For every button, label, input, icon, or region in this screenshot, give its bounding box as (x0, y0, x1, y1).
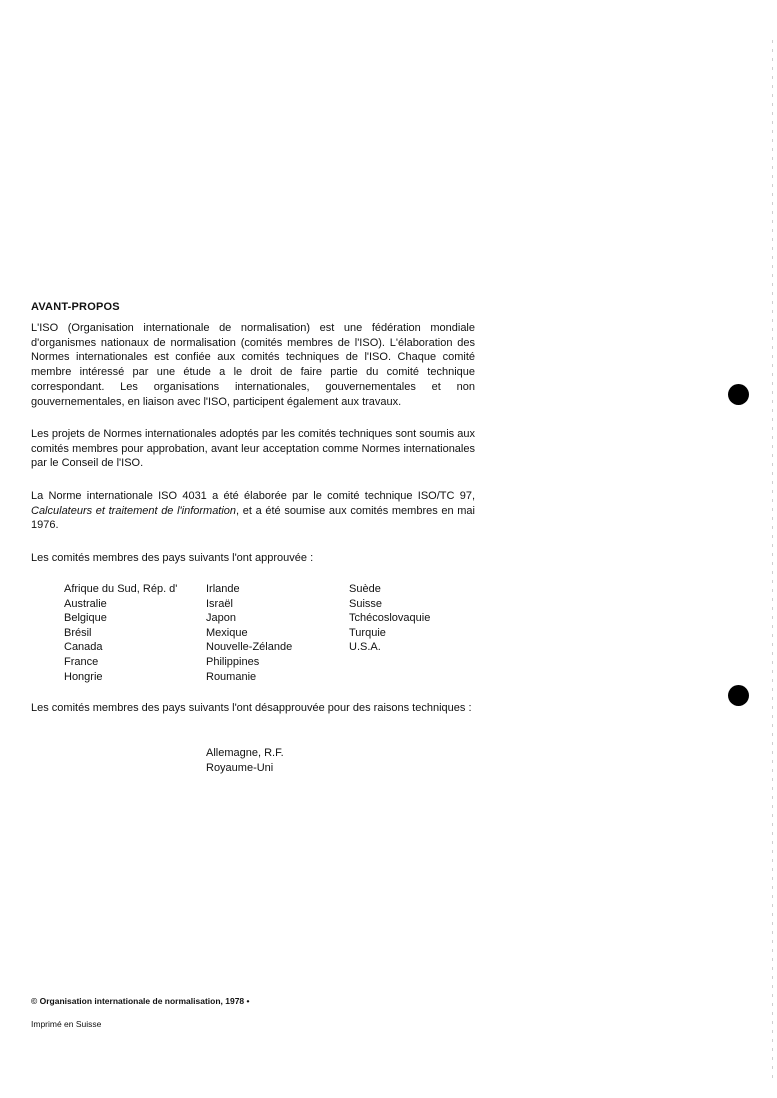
paragraph-approved-intro: Les comités membres des pays suivants l'ont approuvée : (31, 552, 314, 564)
paragraph-standard-origin (31, 489, 475, 533)
binder-hole-mark (728, 685, 749, 706)
section-heading: AVANT-PROPOS (31, 301, 120, 313)
country-item: Belgique (64, 612, 107, 625)
country-item: Tchécoslovaquie (349, 612, 431, 625)
copyright-notice: © Organisation internationale de normalisation, 1978 • (31, 996, 250, 1006)
country-item: Mexique (206, 626, 248, 639)
approved-countries-column-2 (206, 582, 292, 684)
country-item: France (64, 655, 99, 668)
country-item: Suède (349, 583, 381, 595)
country-item: Suisse (349, 597, 383, 610)
country-item: Afrique du Sud, Rép. d' (64, 583, 178, 595)
country-item: U.S.A. (349, 641, 381, 654)
scan-edge-line (772, 40, 773, 1080)
country-item: Australie (64, 597, 107, 610)
country-item: Allemagne, R.F. (206, 747, 284, 759)
paragraph-disapproved-intro: Les comités membres des pays suivants l'ont désapprouvée pour des raisons techniques : (31, 702, 472, 714)
approved-countries-column-3 (349, 582, 430, 655)
country-item: Nouvelle-Zélande (206, 641, 293, 654)
paragraph-standard-origin-start: La Norme internationale ISO 4031 a été élaborée par le comité technique ISO/TC 97, (31, 490, 475, 502)
country-item: Hongrie (64, 670, 103, 683)
country-item: Philippines (206, 655, 260, 668)
country-item: Japon (206, 612, 236, 625)
country-item: Brésil (64, 626, 92, 639)
committee-title: Calculateurs et traitement de l'information (31, 504, 237, 517)
paragraph-iso-description: L'ISO (Organisation internationale de normalisation) est une fédération mondiale d'organismes nationaux de normalisation (comités membres de l'ISO). L'élaboration des Normes internationales est confiée aux comités techniques de l'ISO. Chaque comité membre intéressé par une étude a le droit de faire partie du comité technique correspondant. Les organisations internationales, gouvernementales et non gouvernementales, en liaison avec l'ISO, participent également aux travaux. (31, 322, 475, 408)
country-item: Canada (64, 641, 103, 654)
country-item: Royaume-Uni (206, 762, 274, 774)
approved-countries-column-1 (64, 582, 177, 684)
binder-hole-mark (728, 384, 749, 405)
paragraph-standard-origin-end: , et a été soumise aux comités membres en mai 1976. (31, 504, 475, 532)
country-item: Israël (206, 597, 233, 610)
country-item: Roumanie (206, 670, 257, 683)
disapproved-countries-list (206, 746, 284, 776)
country-item: Irlande (206, 583, 240, 595)
paragraph-approval-process: Les projets de Normes internationales adoptés par les comités techniques sont soumis aux comités membres pour approbation, avant leur acceptation comme Normes internationales par le Conseil de l'ISO. (31, 428, 475, 470)
country-item: Turquie (349, 626, 386, 639)
printed-in-notice: Imprimé en Suisse (31, 1019, 102, 1029)
